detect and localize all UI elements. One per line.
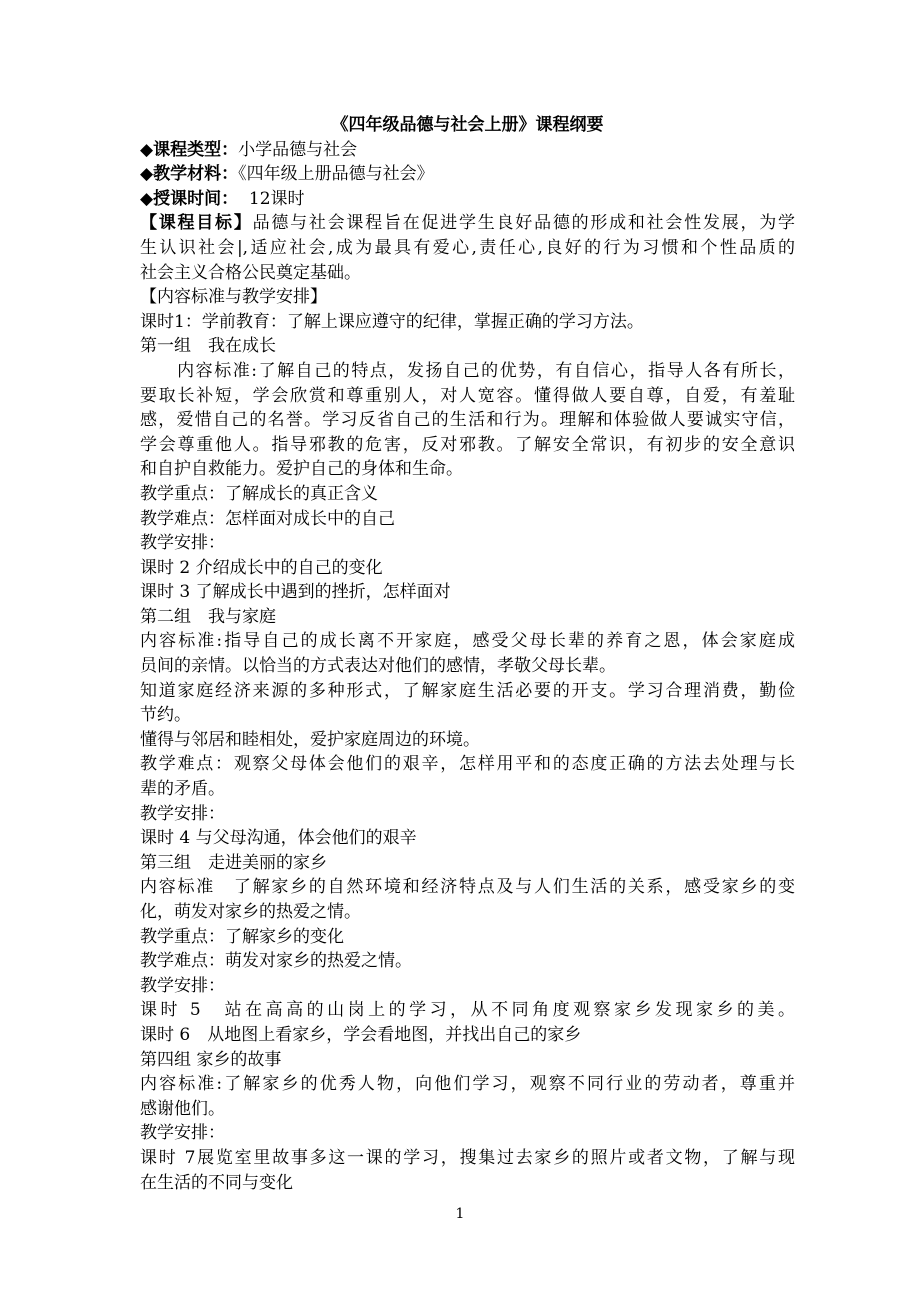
text-line: 第一组 我在成长 — [140, 336, 276, 357]
text-line: 课时 7展览室里故事多这一课的学习，搜集过去家乡的照片或者文物，了解与现 — [140, 1147, 795, 1168]
text-line: 化，萌发对家乡的热爱之情。 — [140, 902, 361, 922]
text-line: 教学安排： — [140, 975, 225, 996]
document-page — [140, 113, 795, 1195]
text-line: 要取长补短，学会欣赏和尊重别人，对人宽容。懂得做人要自尊，自爱，有羞耻 — [140, 385, 795, 406]
meta-label: ◆授课时间： — [140, 188, 239, 209]
text-line: 在生活的不同与变化 — [140, 1172, 293, 1193]
text-line: 教学重点：了解家乡的变化 — [140, 926, 344, 947]
text-line: 教学难点：观察父母体会他们的艰辛，怎样用平和的态度正确的方法去处理与长 — [140, 754, 795, 775]
text-line: 内容标准:了解自己的特点，发扬自己的优势，有自信心，指导人各有所长， — [140, 360, 795, 381]
meta-material — [140, 162, 795, 187]
text-line: 教学安排： — [140, 1123, 225, 1144]
document-title: 《四年级品德与社会上册》课程纲要 — [331, 115, 604, 135]
text-line: 节约。 — [140, 705, 191, 726]
meta-value: 小学品德与社会 — [238, 139, 358, 160]
meta-value: 12课时 — [238, 188, 305, 209]
meta-label: ◆教学材料： — [140, 164, 239, 185]
text-line: 课时 6 从地图上看家乡，学会看地图，并找出自己的家乡 — [140, 1024, 582, 1045]
text-line: 内容标准 了解家乡的自然环境和经济特点及与人们生活的关系，感受家乡的变 — [140, 877, 795, 898]
text-line: 教学安排： — [140, 803, 225, 824]
text-line: 课时 2 介绍成长中的自己的变化 — [140, 557, 383, 578]
body-text — [140, 236, 795, 1195]
text-line: 生认识社会|,适应社会,成为最具有爱心,责任心,良好的行为习惯和个性品质的 — [140, 237, 795, 258]
text-line: 学会尊重他人。指导邪教的危害，反对邪教。了解安全常识，有初步的安全意识 — [140, 434, 795, 455]
meta-value: 《四年级上册品德与社会》 — [238, 164, 434, 185]
text-line: 内容标准:指导自己的成长离不开家庭，感受父母长辈的养育之恩，体会家庭成 — [140, 631, 795, 652]
text-line: 第二组 我与家庭 — [140, 606, 276, 627]
text-line: 教学安排： — [140, 533, 225, 554]
text-line: 懂得与邻居和睦相处，爱护家庭周边的环境。 — [140, 729, 480, 750]
text-line: 教学重点：了解成长的真正含义 — [140, 483, 378, 504]
text-line: 社会主义合格公民奠定基础。 — [140, 262, 361, 283]
text-line: 【内容标准与教学安排】 — [140, 287, 327, 308]
text-line: 教学难点：萌发对家乡的热爱之情。 — [140, 951, 412, 972]
text-line: 和自护自救能力。爱护自己的身体和生命。 — [140, 459, 463, 480]
text-line: 感，爱惜自己的名誉。学习反省自己的生活和行为。理解和体验做人要诚实守信， — [140, 410, 795, 431]
text-line: 课时1：学前教育：了解上课应遵守的纪律，掌握正确的学习方法。 — [140, 311, 644, 332]
text-line: 辈的矛盾。 — [140, 779, 225, 800]
text-line: 第四组 家乡的故事 — [140, 1049, 282, 1070]
text-line: 内容标准:了解家乡的优秀人物，向他们学习，观察不同行业的劳动者，尊重并 — [140, 1074, 795, 1095]
meta-label: ◆课程类型： — [140, 139, 239, 160]
goal-line — [140, 211, 795, 236]
meta-course-type — [140, 138, 795, 163]
text-line: 品德与社会课程旨在促进学生良好品德的形成和社会性发展，为学 — [252, 213, 795, 234]
text-line: 感谢他们。 — [140, 1098, 225, 1119]
text-line: 课时 3 了解成长中遇到的挫折，怎样面对 — [140, 582, 451, 603]
page-number: 1 — [455, 1206, 465, 1222]
goal-label: 【课程目标】 — [140, 213, 253, 234]
text-line: 课时 4 与父母沟通，体会他们的艰辛 — [140, 828, 417, 849]
text-line: 第三组 走进美丽的家乡 — [140, 852, 327, 873]
text-line: 员间的亲情。以恰当的方式表达对他们的感情，孝敬父母长辈。 — [140, 656, 616, 677]
text-line: 课时 5 站在高高的山岗上的学习，从不同角度观察家乡发现家乡的美。 — [140, 1000, 795, 1021]
text-line: 知道家庭经济来源的多种形式，了解家庭生活必要的开支。学习合理消费，勤俭 — [140, 680, 795, 701]
meta-hours — [140, 187, 795, 212]
text-line: 教学难点：怎样面对成长中的自己 — [140, 508, 395, 529]
